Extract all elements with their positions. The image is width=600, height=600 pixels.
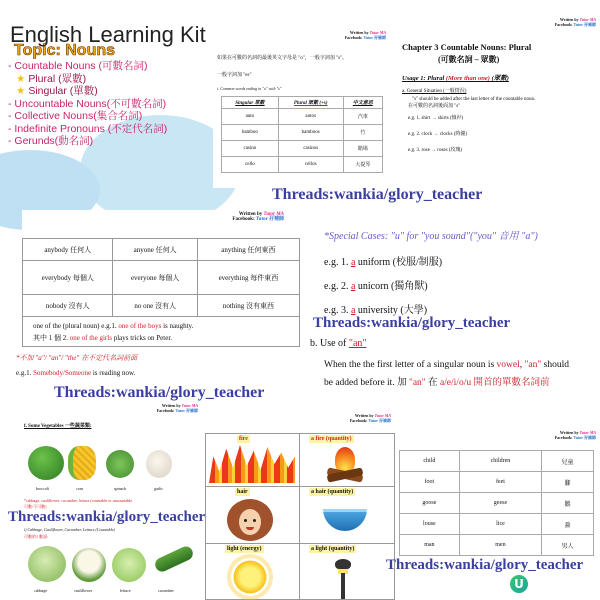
section-heading: i) Cabbage, Cauliflower, Cucumber, Lettuce (Countable) — [24, 527, 115, 532]
threads-watermark: Threads:wankia/glory_teacher — [54, 384, 265, 401]
star-icon: ★ — [16, 72, 26, 85]
table-row: nobody 沒有人 no one 沒有人 nothing 沒有東西 — [23, 295, 300, 317]
table-row: child children 兒童 — [400, 451, 594, 472]
kit-item: - Uncountable Nouns(不可數名詞) — [8, 97, 167, 110]
section-heading: f. Some Vegetables 一些蔬菜類: — [24, 424, 92, 429]
kit-topic-list — [8, 60, 167, 148]
special-examples — [324, 251, 442, 323]
cabbage-icon — [28, 546, 66, 582]
words-ending-o-page — [213, 26, 390, 188]
threads-watermark: Threads:wankia/glory_teacher — [272, 186, 483, 203]
page-header: Written by Tutor MA Facebook: Tutor 孖補師 — [554, 17, 596, 27]
kit-item: - Gerunds(動名詞) — [8, 135, 94, 147]
sun-icon — [231, 558, 269, 596]
streetlight-icon — [333, 559, 353, 599]
usage-heading: Usage 1: Plural (More than one) (眾數) — [402, 75, 509, 82]
page-header: Written by Tutor MA Facebook: Tutor 孖補師 — [554, 430, 596, 440]
pronoun-table — [22, 238, 300, 347]
table-row: anybody 任何人 anyone 任何人 anything 任何東西 — [23, 239, 300, 261]
garlic-icon — [146, 450, 172, 478]
table-row: goose geese 鵝 — [400, 493, 594, 514]
quantity-label: hair — [237, 489, 248, 495]
table-header-row — [222, 97, 383, 109]
page-header: Written by Tutor MA Facebook: Tutor 孖補師 — [344, 30, 386, 40]
example-line: e.g. 1. shirt → shirts (恤衫) — [408, 116, 464, 121]
table-row: casino casinos 賭場 — [222, 141, 383, 157]
veg-label: broccoli — [36, 486, 50, 491]
use-of-an-heading: b. Use of "an" — [310, 338, 367, 349]
example-line: e.g. 2. clock → clocks (時鐘) — [408, 132, 468, 137]
quantity-label: light (energy) — [227, 546, 262, 552]
subsection-heading: a. General Situation (一般情況) — [402, 89, 467, 94]
countable-note: 可數/不可數) — [24, 504, 47, 509]
section-heading: 可數的1 數詞: — [24, 534, 49, 539]
chapter-subtitle: (可數名詞 – 眾數) — [438, 55, 500, 64]
rule-text: 在可數的名詞後面加 "s" — [408, 104, 461, 109]
table-row: louse lice 蝨 — [400, 514, 594, 535]
indefinite-pronouns-page — [16, 210, 300, 385]
table-row: foot feet 腳 — [400, 472, 594, 493]
quantity-label: fire — [239, 436, 248, 442]
quantity-label: a fire (quantity) — [311, 436, 352, 442]
threads-watermark: Threads:wankia/glory_teacher — [313, 315, 511, 331]
threads-logo-icon: U — [510, 575, 528, 593]
corn-icon — [68, 446, 96, 480]
table-row: bamboo bamboos 竹 — [222, 125, 383, 141]
example-line: e.g. 3. a university (大學) — [324, 305, 428, 316]
rule-line: When the the first letter of a singular noun is vowel, "an" should — [324, 360, 569, 370]
lettuce-icon — [112, 548, 146, 582]
kit-item: ★ Plural (眾數) — [16, 72, 87, 85]
quantity-page — [205, 413, 395, 600]
learning-kit-cover — [0, 0, 213, 195]
chapter-title: Chapter 3 Countable Nouns: Plural — [402, 42, 532, 52]
threads-watermark: Threads:wankia/glory_teacher — [386, 557, 584, 573]
table-row: auto autos 汽車 — [222, 109, 383, 125]
quantity-label: a light (quantity) — [311, 546, 355, 552]
rule-text: "s" should be added after the last letter of the countable noun. — [412, 97, 536, 102]
countable-note: *cabbage, cauliflower, cucumber, lettuce (countable or uncountable — [24, 498, 133, 503]
column-header: Plural 眾數 (+s) — [278, 97, 343, 109]
page-header: Written by Tutor MA Facebook: Tutor 孖補師 — [232, 212, 284, 222]
campfire-icon — [327, 447, 363, 483]
cauliflower-icon — [72, 548, 106, 582]
column-header: 中文意思 — [343, 97, 382, 109]
kit-topic: Topic: Nouns — [14, 42, 116, 59]
page-header: Written by Tutor MA Facebook: Tutor 孖補師 — [349, 413, 391, 423]
kit-item: - Countable Nouns (可數名詞) — [8, 60, 148, 72]
plural-line: one of the (plural noun) e.g.1. one of the boys is naughty. — [33, 321, 194, 330]
plural-table — [221, 96, 383, 173]
vegetables-page — [22, 402, 200, 600]
kit-title: English Learning Kit — [10, 22, 206, 47]
chapter3-page — [396, 15, 600, 178]
threads-watermark: Threads:wankia/glory_teacher — [8, 509, 206, 525]
rule-note: 如果在可數的名詞的最後英文字母是 "o"，一般字詞加 "s"。 — [217, 56, 348, 61]
table-row — [23, 317, 300, 347]
rule-line: be added before it. 加 "an" 在 a/e/i/o/u 開首的單數名詞前 — [324, 378, 550, 388]
star-icon: ★ — [16, 85, 26, 97]
veg-label: cabbage — [34, 588, 48, 593]
kit-item: - Indefinite Pronouns (不定代名詞) — [8, 122, 168, 135]
special-cases-page — [310, 215, 600, 395]
veg-label: cauliflower — [74, 588, 93, 593]
veg-label: cucumber — [158, 588, 174, 593]
veg-label: garlic — [154, 486, 164, 491]
an-rule — [324, 356, 600, 392]
page-header: Written by Tutor MA Facebook: Tutor 孖補師 — [156, 403, 198, 413]
example-line: e.g. 3. rose → roses (玫瑰) — [408, 148, 463, 153]
column-header: Singular 單數 — [222, 97, 279, 109]
veg-label: lettuce — [120, 588, 131, 593]
example-line: e.g.1. Somebody/Someone is reading now. — [16, 369, 136, 377]
quantity-label: a hair (quantity) — [311, 489, 354, 495]
table-row: man men 男人 — [400, 535, 594, 556]
rule-note: 一般字詞加 "es" — [217, 73, 252, 78]
article-note: *不加 "a"/ "an"/ "the" 在不定代名詞前面 — [16, 354, 138, 362]
table-row: everybody 每個人 everyone 每個人 everything 每件東西 — [23, 261, 300, 295]
kit-item: ★ Singular (單數) — [16, 85, 98, 97]
table-row: cello cellos 大提琴 — [222, 157, 383, 173]
example-line: e.g. 1. a uniform (校服/制服) — [324, 257, 443, 268]
veg-label: corn — [76, 486, 84, 491]
hair-icon — [227, 499, 273, 541]
spinach-icon — [106, 450, 134, 478]
section-heading: i. Common words ending in "o" with "s" — [217, 86, 282, 91]
irregular-table — [399, 450, 594, 556]
chapter-body — [402, 87, 535, 159]
kit-item: - Collective Nouns(集合名詞) — [8, 110, 143, 122]
veg-label: spinach — [114, 486, 127, 491]
plural-line: 其中 1 個 2. one of the girls plays tricks on Peter. — [33, 333, 173, 342]
special-cases-title: *Special Cases: "u" for "you sound"("you" 音用 "a") — [324, 231, 538, 242]
broccoli-icon — [28, 446, 64, 480]
cucumber-icon — [153, 544, 195, 574]
example-line: e.g. 2. a unicorn (獨角獸) — [324, 281, 428, 292]
